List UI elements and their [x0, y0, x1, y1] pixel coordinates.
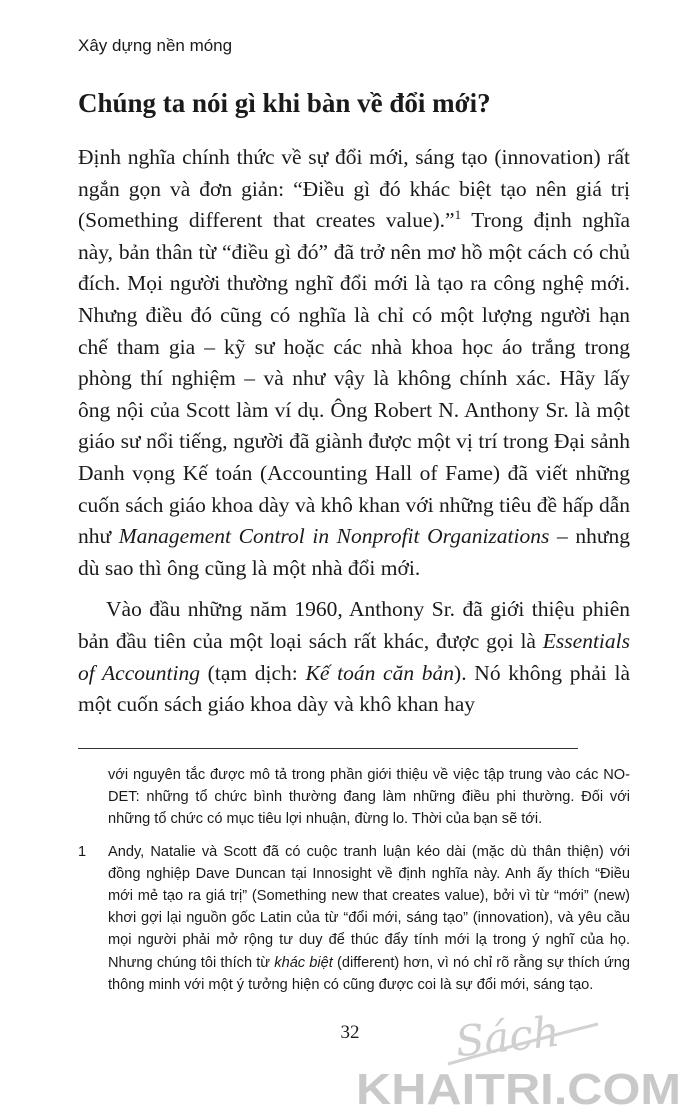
paragraph-2-text-c: ). Nó không phải là một cuốn sách giáo khoa dày và khô khan hay: [78, 660, 630, 717]
footnote-1-italic-word: khác biệt: [274, 954, 333, 971]
footnote-divider: [78, 748, 578, 749]
running-head: Xây dựng nền móng: [78, 36, 233, 55]
watermark-brand-text: KHAITRI.COM: [356, 1065, 681, 1114]
footnote-1-text-b: (different) hơn, vì nó chỉ rõ rằng sự thích ứng thông minh với một ý tưởng hiện có cũng được coi là sự đổi mới, sáng tạo.: [108, 954, 630, 993]
footnote-1: [78, 841, 630, 996]
watermark-logo: [348, 1004, 688, 1114]
page-number: 32: [340, 1022, 360, 1043]
book-title-management-control: Management Control in Nonprofit Organizations: [118, 524, 550, 549]
footnote-number: 1: [78, 843, 87, 860]
paragraph-2-text-b: (tạm dịch:: [199, 660, 306, 685]
footnote-reference: 1: [454, 207, 462, 223]
paragraph-2: [78, 594, 630, 720]
paragraph-2-text-a: Vào đầu những năm 1960, Anthony Sr. đã giới thiệu phiên bản đầu tiên của một loại sách rất khác, được gọi là: [78, 597, 630, 653]
body-text: [78, 142, 630, 721]
footnote-1-text-a: Andy, Natalie và Scott đã có cuộc tranh luận kéo dài (mặc dù thân thiện) với đồng nghiệp Dave Duncan tại Innosight về định nghĩa này. Anh ấy thích “Điều mới mẻ tạo ra giá trị” (Something new that creates value), bởi vì từ “mới” (new) khơi gợi lại nguồn gốc Latin của từ “đổi mới, sáng tạo” (innovation), và yêu cầu mọi người phải mở rộng tư duy để thúc đẩy tính mới lạ trong ý nghĩ của họ. Nhưng chúng tôi thích từ: [108, 843, 630, 971]
watermark-script-text: Sách: [452, 1006, 562, 1067]
book-title-essentials-of-accounting: Essentials of Accounting: [78, 628, 630, 685]
paragraph-1-text-b: Trong định nghĩa này, bản thân từ “điều gì đó” đã trở nên mơ hồ một cách có chủ đích. Mọi người thường nghĩ đổi mới là tạo ra công nghệ mới. Nhưng điều đó cũng có nghĩa là chỉ có một lượng người hạn chế tham gia – kỹ sư hoặc các nhà khoa học áo trắng trong phòng thí nghiệm – và như vậy là không chính xác. Hãy lấy ông nội của Scott làm ví dụ. Ông Robert N. Anthony Sr. là một giáo sư nổi tiếng, người đã giành được một vị trí trong Đại sảnh Danh vọng Kế toán (Accounting Hall of Fame) đã viết những cuốn sách giáo khoa dày và khô khan với những tiêu đề hấp dẫn như: [78, 208, 630, 549]
footnote-continuation: với nguyên tắc được mô tả trong phần giới thiệu về việc tập trung vào các NO-DET: những tổ chức bình thường đang làm những điều phi thường. Đối với những tổ chức có mục tiêu lợi nhuận, đừng lo. Thời của bạn sẽ tới.: [108, 767, 630, 828]
paragraph-1-text-a: Định nghĩa chính thức về sự đổi mới, sáng tạo (innovation) rất ngắn gọn và đơn giản: “Điều gì đó khác biệt tạo nên giá trị (Something different that creates value).”: [78, 145, 630, 233]
section-heading: Chúng ta nói gì khi bàn về đổi mới?: [78, 88, 491, 118]
paragraph-1-text-c: – nhưng dù sao thì ông cũng là một nhà đổi mới.: [78, 524, 631, 580]
footnotes: [78, 764, 630, 996]
translated-title: Kế toán căn bản: [305, 660, 455, 685]
paragraph-1: [78, 142, 630, 584]
